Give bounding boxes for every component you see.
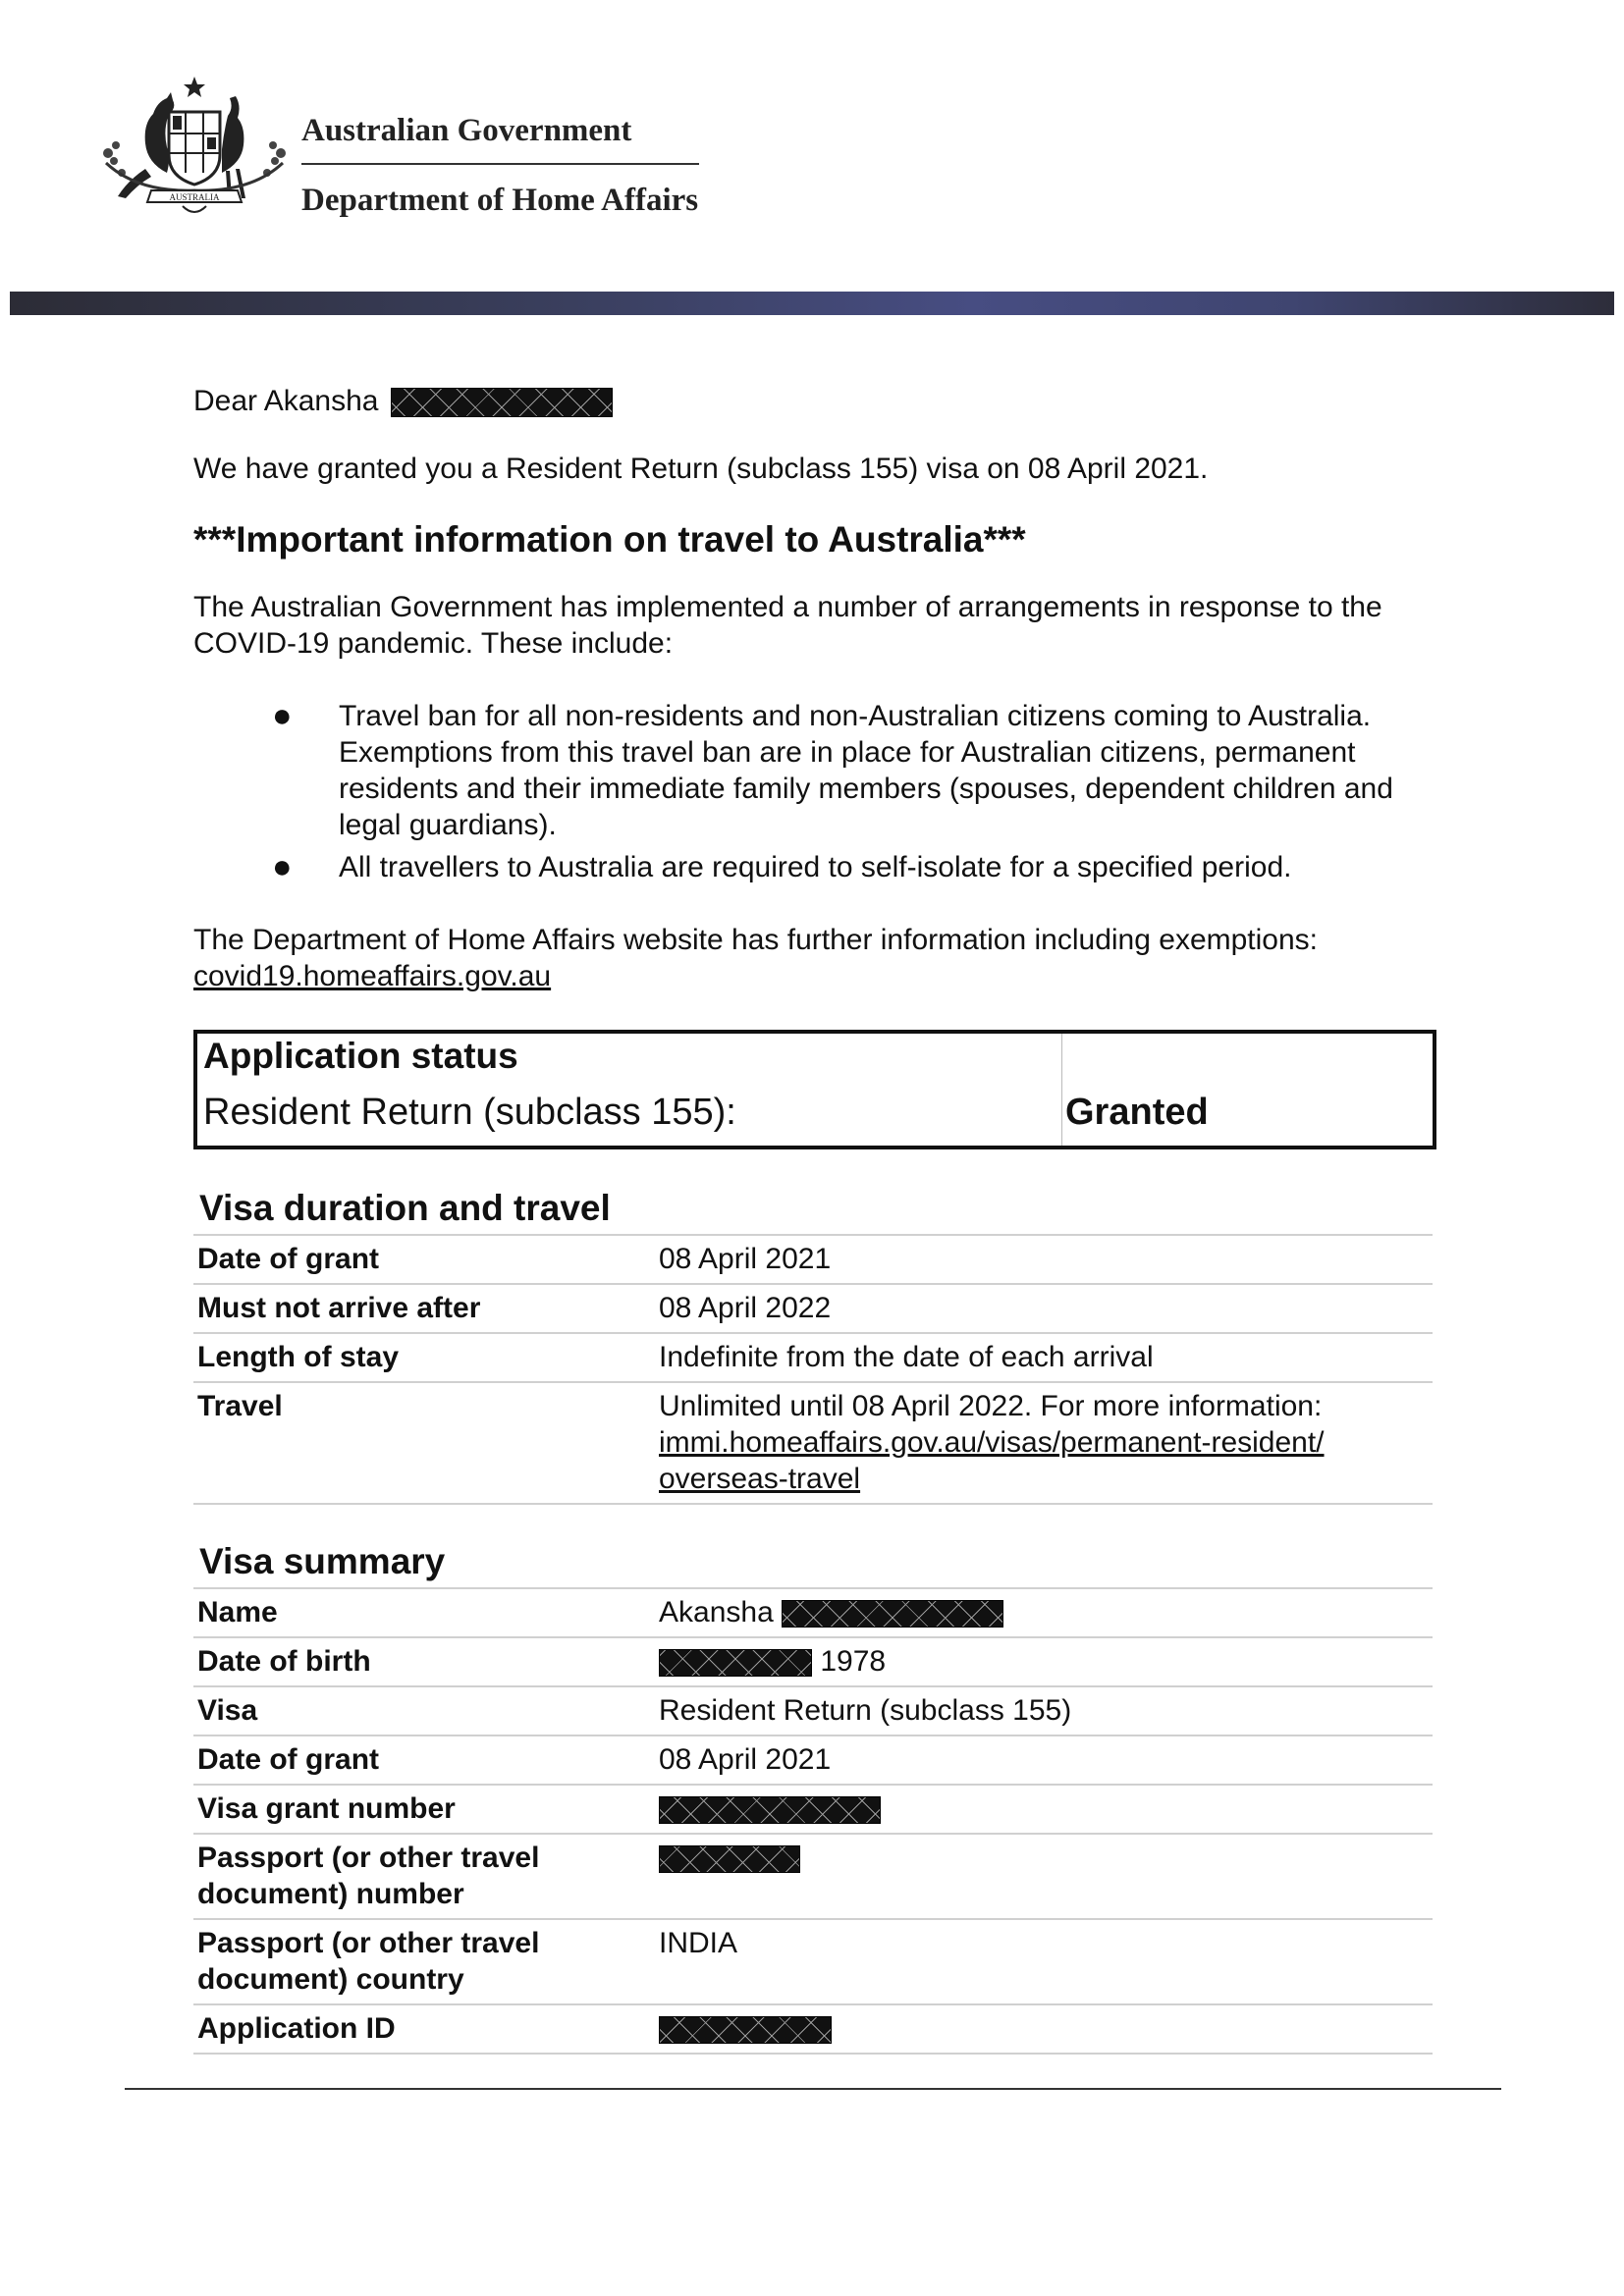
status-label: Resident Return (subclass 155): (203, 1092, 736, 1133)
letter-content (193, 383, 1433, 2055)
table-row: Date of grant 08 April 2021 (193, 1235, 1433, 1284)
application-status-box (193, 1030, 1436, 1149)
intro-paragraph: The Australian Government has implemented a number of arrangements in response to the COVID-19 pandemic. These include: (193, 591, 1382, 660)
table-row: Must not arrive after 08 April 2022 (193, 1284, 1433, 1333)
status-divider (1061, 1034, 1062, 1146)
table-row: Passport (or other travel document) number (193, 1834, 1433, 1919)
summary-heading: Visa summary (199, 1541, 446, 1581)
bullet-icon: ● (272, 697, 293, 734)
status-value: Granted (1065, 1092, 1209, 1133)
grant-sentence: We have granted you a Resident Return (subclass 155) visa on 08 April 2021. (193, 453, 1209, 485)
department-name: Department of Home Affairs (301, 183, 699, 218)
duration-table (193, 1234, 1433, 1505)
footer-rule (125, 2088, 1501, 2090)
list-item: ● Travel ban for all non-residents and non-Australian citizens coming to Australia. Exemptions from this travel ban are in place for Australian citizens, permanent residents and their immediate family members (spouses, dependent children and legal guardians). (272, 697, 1393, 841)
redacted-passport-number (659, 1845, 800, 1873)
table-row: Visa Resident Return (subclass 155) (193, 1686, 1433, 1735)
redacted-grant-number (659, 1796, 881, 1824)
table-row: Application ID (193, 2004, 1433, 2054)
header-bar (10, 292, 1614, 315)
status-title: Application status (203, 1036, 518, 1076)
travel-text: Unlimited until 08 April 2022. For more information: (659, 1390, 1323, 1422)
redacted-surname (782, 1600, 1003, 1628)
duration-heading: Visa duration and travel (199, 1188, 611, 1228)
crest-banner-text: AUSTRALIA (169, 192, 220, 202)
table-row: Date of birth 1978 (193, 1637, 1433, 1686)
header-text (301, 113, 699, 219)
list-item: ● All travellers to Australia are required to self-isolate for a specified period. (272, 848, 1292, 885)
redacted-surname (391, 388, 613, 417)
table-row: Length of stay Indefinite from the date of each arrival (193, 1333, 1433, 1382)
bullet-list (193, 698, 1433, 885)
salutation: Dear Akansha (193, 385, 379, 417)
website-paragraph (193, 922, 1433, 994)
overseas-travel-link[interactable]: immi.homeaffairs.gov.au/visas/permanent-resident/ overseas-travel (659, 1426, 1325, 1495)
government-name: Australian Government (301, 113, 699, 165)
bullet-icon: ● (272, 848, 293, 885)
redacted-birth-day (659, 1649, 812, 1677)
table-row: Visa grant number (193, 1785, 1433, 1834)
salutation-line (193, 383, 1433, 419)
summary-table (193, 1587, 1433, 2055)
redacted-application-id (659, 2016, 832, 2044)
website-text: The Department of Home Affairs website has further information including exemptions: (193, 924, 1319, 956)
table-row: Name Akansha (193, 1588, 1433, 1637)
important-heading: ***Important information on travel to Australia*** (193, 519, 1026, 560)
australian-coat-of-arms-icon (98, 75, 291, 220)
coat-of-arms-logo (98, 75, 291, 220)
table-row: Travel Unlimited until 08 April 2022. For more information: immi.homeaffairs.gov.au/visas/permanent-resident/ overseas-travel (193, 1382, 1433, 1504)
covid-website-link[interactable]: covid19.homeaffairs.gov.au (193, 960, 552, 992)
table-row: Passport (or other travel document) country INDIA (193, 1919, 1433, 2004)
table-row: Date of grant 08 April 2021 (193, 1735, 1433, 1785)
